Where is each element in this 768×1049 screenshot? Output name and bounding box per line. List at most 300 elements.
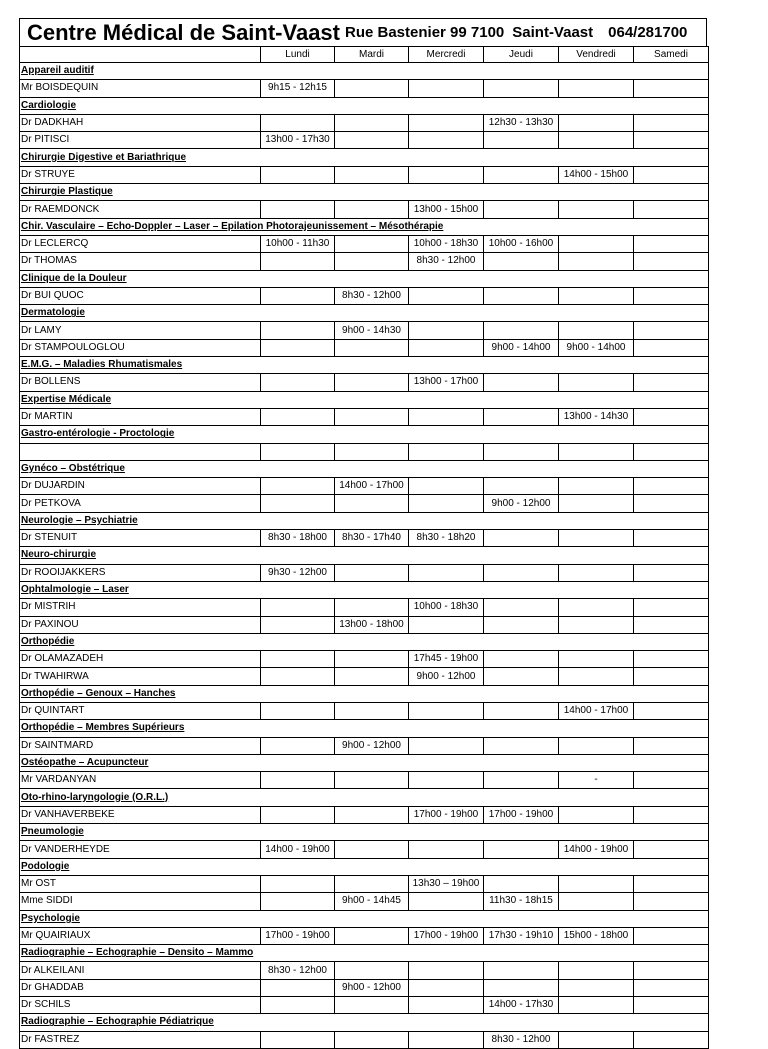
schedule-slot-samedi xyxy=(634,408,709,425)
section-row xyxy=(20,858,709,875)
schedule-slot-mardi: 9h00 - 12h00 xyxy=(335,737,409,754)
doctor-row xyxy=(20,374,709,391)
schedule-slot-mardi xyxy=(335,875,409,892)
section-row xyxy=(20,824,709,841)
doctor-name: Dr OLAMAZADEH xyxy=(20,651,261,668)
schedule-slot-lundi xyxy=(261,616,335,633)
section-row xyxy=(20,910,709,927)
document-header xyxy=(19,18,707,46)
schedule-slot-samedi xyxy=(634,80,709,97)
schedule-slot-jeudi xyxy=(484,478,559,495)
schedule-slot-lundi xyxy=(261,893,335,910)
doctor-name: Dr DADKHAH xyxy=(20,114,261,131)
doctor-name: Dr PAXINOU xyxy=(20,616,261,633)
schedule-slot-jeudi xyxy=(484,841,559,858)
schedule-slot-mardi xyxy=(335,772,409,789)
schedule-slot-mardi: 9h00 - 14h30 xyxy=(335,322,409,339)
schedule-slot-vendredi: 14h00 - 15h00 xyxy=(559,166,634,183)
section-title: E.M.G. – Maladies Rhumatismales xyxy=(20,357,709,374)
section-row xyxy=(20,460,709,477)
schedule-slot-mercredi xyxy=(409,702,484,719)
schedule-slot-jeudi: 9h00 - 14h00 xyxy=(484,339,559,356)
schedule-slot-lundi: 8h30 - 18h00 xyxy=(261,530,335,547)
section-title: Chir. Vasculaire – Echo-Doppler – Laser – Epilation Photorajeunissement – Mésothérapie xyxy=(20,218,709,235)
doctor-row xyxy=(20,443,709,460)
schedule-slot-jeudi: 17h00 - 19h00 xyxy=(484,806,559,823)
schedule-slot-jeudi xyxy=(484,702,559,719)
section-title: Appareil auditif xyxy=(20,63,709,80)
schedule-slot-vendredi xyxy=(559,651,634,668)
doctor-row xyxy=(20,651,709,668)
section-title: Radiographie – Echographie Pédiatrique xyxy=(20,1014,709,1031)
doctor-row xyxy=(20,962,709,979)
schedule-slot-lundi xyxy=(261,668,335,685)
doctor-name: Dr PITISCI xyxy=(20,132,261,149)
schedule-slot-vendredi: 13h00 - 14h30 xyxy=(559,408,634,425)
schedule-sheet xyxy=(19,18,707,1049)
section-title: Orthopédie xyxy=(20,633,709,650)
schedule-slot-mercredi xyxy=(409,616,484,633)
schedule-slot-mercredi xyxy=(409,478,484,495)
doctor-name: Dr RAEMDONCK xyxy=(20,201,261,218)
schedule-slot-jeudi xyxy=(484,616,559,633)
schedule-slot-lundi xyxy=(261,478,335,495)
schedule-slot-mardi xyxy=(335,114,409,131)
schedule-slot-mercredi: 17h00 - 19h00 xyxy=(409,927,484,944)
schedule-slot-mercredi: 8h30 - 12h00 xyxy=(409,253,484,270)
doctor-name: Dr TWAHIRWA xyxy=(20,668,261,685)
schedule-slot-lundi: 17h00 - 19h00 xyxy=(261,927,335,944)
schedule-slot-jeudi: 10h00 - 16h00 xyxy=(484,235,559,252)
schedule-slot-lundi xyxy=(261,287,335,304)
schedule-slot-lundi xyxy=(261,979,335,996)
schedule-slot-mardi: 8h30 - 12h00 xyxy=(335,287,409,304)
schedule-slot-samedi xyxy=(634,841,709,858)
schedule-slot-mercredi xyxy=(409,997,484,1014)
doctor-row xyxy=(20,478,709,495)
schedule-slot-samedi xyxy=(634,772,709,789)
day-header-jeudi: Jeudi xyxy=(484,47,559,63)
doctor-name xyxy=(20,443,261,460)
schedule-slot-mardi xyxy=(335,927,409,944)
schedule-slot-vendredi xyxy=(559,893,634,910)
schedule-slot-mercredi xyxy=(409,979,484,996)
doctor-name: Dr MISTRIH xyxy=(20,599,261,616)
day-header-lundi: Lundi xyxy=(261,47,335,63)
schedule-slot-lundi xyxy=(261,772,335,789)
section-row xyxy=(20,720,709,737)
doctor-row xyxy=(20,616,709,633)
schedule-slot-samedi xyxy=(634,564,709,581)
schedule-slot-samedi xyxy=(634,201,709,218)
doctor-name: Dr VANHAVERBEKE xyxy=(20,806,261,823)
schedule-slot-samedi xyxy=(634,235,709,252)
schedule-slot-mercredi xyxy=(409,287,484,304)
doctor-name: Dr STRUYE xyxy=(20,166,261,183)
doctor-name: Dr MARTIN xyxy=(20,408,261,425)
schedule-slot-vendredi xyxy=(559,875,634,892)
schedule-slot-mercredi xyxy=(409,166,484,183)
schedule-slot-mercredi xyxy=(409,564,484,581)
schedule-slot-jeudi xyxy=(484,132,559,149)
section-row xyxy=(20,547,709,564)
schedule-slot-samedi xyxy=(634,997,709,1014)
section-title: Radiographie – Echographie – Densito – Mammo xyxy=(20,945,709,962)
section-row xyxy=(20,754,709,771)
schedule-slot-samedi xyxy=(634,132,709,149)
doctor-row xyxy=(20,564,709,581)
doctor-row xyxy=(20,806,709,823)
schedule-slot-jeudi xyxy=(484,962,559,979)
schedule-slot-jeudi xyxy=(484,408,559,425)
schedule-slot-vendredi xyxy=(559,1031,634,1048)
schedule-slot-mardi xyxy=(335,339,409,356)
schedule-slot-mardi xyxy=(335,997,409,1014)
schedule-slot-samedi xyxy=(634,651,709,668)
schedule-slot-vendredi: - xyxy=(559,772,634,789)
schedule-slot-samedi xyxy=(634,443,709,460)
schedule-slot-mardi xyxy=(335,374,409,391)
schedule-slot-lundi xyxy=(261,1031,335,1048)
doctor-row xyxy=(20,495,709,512)
section-title: Pneumologie xyxy=(20,824,709,841)
doctor-row xyxy=(20,979,709,996)
schedule-slot-jeudi xyxy=(484,166,559,183)
schedule-slot-vendredi xyxy=(559,737,634,754)
schedule-slot-mercredi xyxy=(409,962,484,979)
schedule-slot-samedi xyxy=(634,287,709,304)
section-row xyxy=(20,512,709,529)
schedule-slot-mercredi xyxy=(409,841,484,858)
doctor-name: Dr STAMPOULOGLOU xyxy=(20,339,261,356)
schedule-slot-vendredi xyxy=(559,132,634,149)
schedule-slot-samedi xyxy=(634,322,709,339)
schedule-slot-mardi xyxy=(335,235,409,252)
section-title: Neuro-chirurgie xyxy=(20,547,709,564)
doctor-name: Dr FASTREZ xyxy=(20,1031,261,1048)
schedule-slot-vendredi xyxy=(559,478,634,495)
doctor-row xyxy=(20,772,709,789)
schedule-slot-jeudi xyxy=(484,737,559,754)
doctor-name: Dr PETKOVA xyxy=(20,495,261,512)
schedule-slot-samedi xyxy=(634,875,709,892)
schedule-slot-mercredi: 8h30 - 18h20 xyxy=(409,530,484,547)
centre-city: Saint-Vaast xyxy=(512,24,594,41)
doctor-row xyxy=(20,408,709,425)
schedule-slot-vendredi xyxy=(559,235,634,252)
schedule-slot-jeudi xyxy=(484,253,559,270)
section-row xyxy=(20,789,709,806)
schedule-slot-vendredi: 9h00 - 14h00 xyxy=(559,339,634,356)
schedule-slot-lundi xyxy=(261,253,335,270)
doctor-row xyxy=(20,702,709,719)
schedule-slot-jeudi: 11h30 - 18h15 xyxy=(484,893,559,910)
centre-address: Rue Bastenier 99 7100 xyxy=(345,24,505,41)
schedule-slot-mercredi xyxy=(409,495,484,512)
schedule-slot-mercredi xyxy=(409,408,484,425)
doctor-name: Dr BOLLENS xyxy=(20,374,261,391)
section-title: Ophtalmologie – Laser xyxy=(20,581,709,598)
doctor-name: Dr LAMY xyxy=(20,322,261,339)
schedule-slot-lundi xyxy=(261,201,335,218)
doctor-name: Dr BUI QUOC xyxy=(20,287,261,304)
schedule-slot-jeudi xyxy=(484,201,559,218)
schedule-slot-vendredi: 14h00 - 17h00 xyxy=(559,702,634,719)
doctor-name: Dr VANDERHEYDE xyxy=(20,841,261,858)
section-title: Orthopédie – Genoux – Hanches xyxy=(20,685,709,702)
schedule-slot-lundi: 13h00 - 17h30 xyxy=(261,132,335,149)
section-title: Neurologie – Psychiatrie xyxy=(20,512,709,529)
schedule-slot-samedi xyxy=(634,166,709,183)
schedule-slot-samedi xyxy=(634,1031,709,1048)
schedule-slot-lundi xyxy=(261,166,335,183)
schedule-slot-mardi: 14h00 - 17h00 xyxy=(335,478,409,495)
schedule-slot-mercredi: 13h00 - 15h00 xyxy=(409,201,484,218)
schedule-slot-jeudi xyxy=(484,443,559,460)
schedule-slot-lundi: 14h00 - 19h00 xyxy=(261,841,335,858)
schedule-slot-lundi xyxy=(261,806,335,823)
schedule-slot-mardi xyxy=(335,806,409,823)
schedule-slot-lundi xyxy=(261,495,335,512)
section-title: Cardiologie xyxy=(20,97,709,114)
schedule-slot-vendredi xyxy=(559,616,634,633)
doctor-row xyxy=(20,201,709,218)
doctor-name: Dr DUJARDIN xyxy=(20,478,261,495)
section-row xyxy=(20,357,709,374)
schedule-slot-jeudi xyxy=(484,651,559,668)
doctor-name: Dr LECLERCQ xyxy=(20,235,261,252)
schedule-slot-mardi: 9h00 - 12h00 xyxy=(335,979,409,996)
schedule-slot-lundi xyxy=(261,651,335,668)
schedule-slot-mardi xyxy=(335,80,409,97)
schedule-slot-samedi xyxy=(634,806,709,823)
schedule-slot-jeudi: 8h30 - 12h00 xyxy=(484,1031,559,1048)
doctor-row xyxy=(20,893,709,910)
doctor-name: Mr BOISDEQUIN xyxy=(20,80,261,97)
schedule-slot-lundi xyxy=(261,997,335,1014)
doctor-name: Dr THOMAS xyxy=(20,253,261,270)
section-row xyxy=(20,426,709,443)
schedule-slot-lundi xyxy=(261,408,335,425)
doctor-name: Mr QUAIRIAUX xyxy=(20,927,261,944)
section-title: Psychologie xyxy=(20,910,709,927)
doctor-row xyxy=(20,1031,709,1048)
schedule-slot-mercredi: 13h00 - 17h00 xyxy=(409,374,484,391)
schedule-slot-samedi xyxy=(634,530,709,547)
schedule-slot-vendredi xyxy=(559,668,634,685)
schedule-slot-jeudi: 17h30 - 19h10 xyxy=(484,927,559,944)
schedule-slot-mardi xyxy=(335,962,409,979)
day-header-row xyxy=(20,47,709,63)
schedule-slot-mercredi xyxy=(409,1031,484,1048)
schedule-slot-mardi xyxy=(335,668,409,685)
schedule-slot-mardi: 13h00 - 18h00 xyxy=(335,616,409,633)
schedule-slot-vendredi xyxy=(559,374,634,391)
section-row xyxy=(20,391,709,408)
schedule-slot-mardi: 8h30 - 17h40 xyxy=(335,530,409,547)
schedule-slot-lundi: 8h30 - 12h00 xyxy=(261,962,335,979)
schedule-slot-samedi xyxy=(634,339,709,356)
schedule-slot-mercredi xyxy=(409,893,484,910)
schedule-slot-jeudi xyxy=(484,772,559,789)
schedule-slot-samedi xyxy=(634,737,709,754)
doctor-row xyxy=(20,114,709,131)
schedule-slot-mercredi xyxy=(409,132,484,149)
doctor-row xyxy=(20,339,709,356)
doctor-name: Dr ROOIJAKKERS xyxy=(20,564,261,581)
section-title: Oto-rhino-laryngologie (O.R.L.) xyxy=(20,789,709,806)
schedule-slot-vendredi xyxy=(559,80,634,97)
schedule-slot-lundi xyxy=(261,599,335,616)
schedule-slot-mardi xyxy=(335,201,409,218)
schedule-table xyxy=(19,46,709,1049)
schedule-slot-jeudi: 9h00 - 12h00 xyxy=(484,495,559,512)
schedule-slot-jeudi xyxy=(484,80,559,97)
section-title: Podologie xyxy=(20,858,709,875)
schedule-slot-samedi xyxy=(634,253,709,270)
doctor-row xyxy=(20,253,709,270)
schedule-slot-vendredi xyxy=(559,979,634,996)
doctor-row xyxy=(20,322,709,339)
doctor-name: Dr STENUIT xyxy=(20,530,261,547)
doctor-row xyxy=(20,997,709,1014)
schedule-slot-lundi xyxy=(261,737,335,754)
day-header-mercredi: Mercredi xyxy=(409,47,484,63)
schedule-slot-mardi xyxy=(335,599,409,616)
schedule-slot-mardi xyxy=(335,651,409,668)
section-title: Dermatologie xyxy=(20,305,709,322)
schedule-slot-mercredi: 10h00 - 18h30 xyxy=(409,235,484,252)
doctor-row xyxy=(20,841,709,858)
doctor-row xyxy=(20,927,709,944)
schedule-slot-mardi xyxy=(335,1031,409,1048)
schedule-slot-mercredi xyxy=(409,322,484,339)
schedule-slot-lundi xyxy=(261,114,335,131)
doctor-row xyxy=(20,235,709,252)
schedule-slot-jeudi xyxy=(484,530,559,547)
doctor-row xyxy=(20,599,709,616)
schedule-slot-jeudi xyxy=(484,599,559,616)
schedule-slot-mercredi xyxy=(409,443,484,460)
doctor-row xyxy=(20,668,709,685)
section-row xyxy=(20,149,709,166)
section-title: Expertise Médicale xyxy=(20,391,709,408)
section-title: Orthopédie – Membres Supérieurs xyxy=(20,720,709,737)
doctor-row xyxy=(20,875,709,892)
section-title: Gynéco – Obstétrique xyxy=(20,460,709,477)
centre-phone: 064/281700 xyxy=(608,24,688,41)
schedule-slot-vendredi xyxy=(559,997,634,1014)
schedule-slot-lundi: 10h00 - 11h30 xyxy=(261,235,335,252)
day-header-mardi: Mardi xyxy=(335,47,409,63)
schedule-slot-samedi xyxy=(634,702,709,719)
doctor-name: Dr QUINTART xyxy=(20,702,261,719)
schedule-slot-mercredi xyxy=(409,737,484,754)
doctor-name: Dr GHADDAB xyxy=(20,979,261,996)
section-title: Gastro-entérologie - Proctologie xyxy=(20,426,709,443)
schedule-slot-vendredi: 14h00 - 19h00 xyxy=(559,841,634,858)
schedule-slot-samedi xyxy=(634,599,709,616)
schedule-slot-mardi xyxy=(335,702,409,719)
schedule-slot-mercredi xyxy=(409,772,484,789)
schedule-slot-lundi xyxy=(261,322,335,339)
schedule-slot-vendredi xyxy=(559,443,634,460)
schedule-slot-jeudi xyxy=(484,668,559,685)
schedule-slot-mardi xyxy=(335,841,409,858)
schedule-slot-vendredi xyxy=(559,962,634,979)
schedule-slot-lundi: 9h15 - 12h15 xyxy=(261,80,335,97)
schedule-slot-mercredi: 9h00 - 12h00 xyxy=(409,668,484,685)
schedule-slot-vendredi xyxy=(559,201,634,218)
schedule-slot-samedi xyxy=(634,979,709,996)
day-header-samedi: Samedi xyxy=(634,47,709,63)
schedule-slot-samedi xyxy=(634,374,709,391)
schedule-slot-mardi xyxy=(335,495,409,512)
schedule-slot-vendredi xyxy=(559,599,634,616)
schedule-slot-vendredi xyxy=(559,253,634,270)
section-row xyxy=(20,63,709,80)
section-title: Chirurgie Plastique xyxy=(20,184,709,201)
schedule-slot-vendredi xyxy=(559,806,634,823)
section-title: Chirurgie Digestive et Bariathrique xyxy=(20,149,709,166)
section-row xyxy=(20,633,709,650)
doctor-name: Dr ALKEILANI xyxy=(20,962,261,979)
schedule-slot-jeudi xyxy=(484,287,559,304)
section-row xyxy=(20,945,709,962)
section-row xyxy=(20,685,709,702)
schedule-slot-jeudi xyxy=(484,875,559,892)
schedule-slot-mardi xyxy=(335,132,409,149)
doctor-name: Dr SAINTMARD xyxy=(20,737,261,754)
schedule-slot-mardi xyxy=(335,166,409,183)
doctor-name: Dr SCHILS xyxy=(20,997,261,1014)
schedule-slot-samedi xyxy=(634,668,709,685)
schedule-slot-vendredi: 15h00 - 18h00 xyxy=(559,927,634,944)
schedule-slot-vendredi xyxy=(559,287,634,304)
schedule-slot-lundi: 9h30 - 12h00 xyxy=(261,564,335,581)
schedule-slot-mercredi: 13h30 – 19h00 xyxy=(409,875,484,892)
schedule-slot-mercredi xyxy=(409,339,484,356)
schedule-slot-mercredi xyxy=(409,80,484,97)
schedule-slot-mercredi: 10h00 - 18h30 xyxy=(409,599,484,616)
schedule-slot-samedi xyxy=(634,927,709,944)
schedule-slot-mardi xyxy=(335,443,409,460)
section-row xyxy=(20,1014,709,1031)
section-row xyxy=(20,581,709,598)
schedule-slot-lundi xyxy=(261,339,335,356)
schedule-slot-mercredi xyxy=(409,114,484,131)
schedule-slot-mercredi: 17h00 - 19h00 xyxy=(409,806,484,823)
doctor-name: Mr OST xyxy=(20,875,261,892)
schedule-slot-samedi xyxy=(634,478,709,495)
schedule-slot-lundi xyxy=(261,374,335,391)
section-title: Clinique de la Douleur xyxy=(20,270,709,287)
section-row xyxy=(20,270,709,287)
schedule-slot-jeudi: 12h30 - 13h30 xyxy=(484,114,559,131)
schedule-slot-lundi xyxy=(261,443,335,460)
schedule-slot-mardi xyxy=(335,408,409,425)
section-title: Ostéopathe – Acupuncteur xyxy=(20,754,709,771)
schedule-body xyxy=(20,47,709,1049)
schedule-slot-samedi xyxy=(634,616,709,633)
schedule-slot-lundi xyxy=(261,875,335,892)
schedule-slot-vendredi xyxy=(559,530,634,547)
schedule-slot-samedi xyxy=(634,114,709,131)
schedule-slot-mercredi: 17h45 - 19h00 xyxy=(409,651,484,668)
section-row xyxy=(20,218,709,235)
day-header-vendredi: Vendredi xyxy=(559,47,634,63)
doctor-name: Mr VARDANYAN xyxy=(20,772,261,789)
